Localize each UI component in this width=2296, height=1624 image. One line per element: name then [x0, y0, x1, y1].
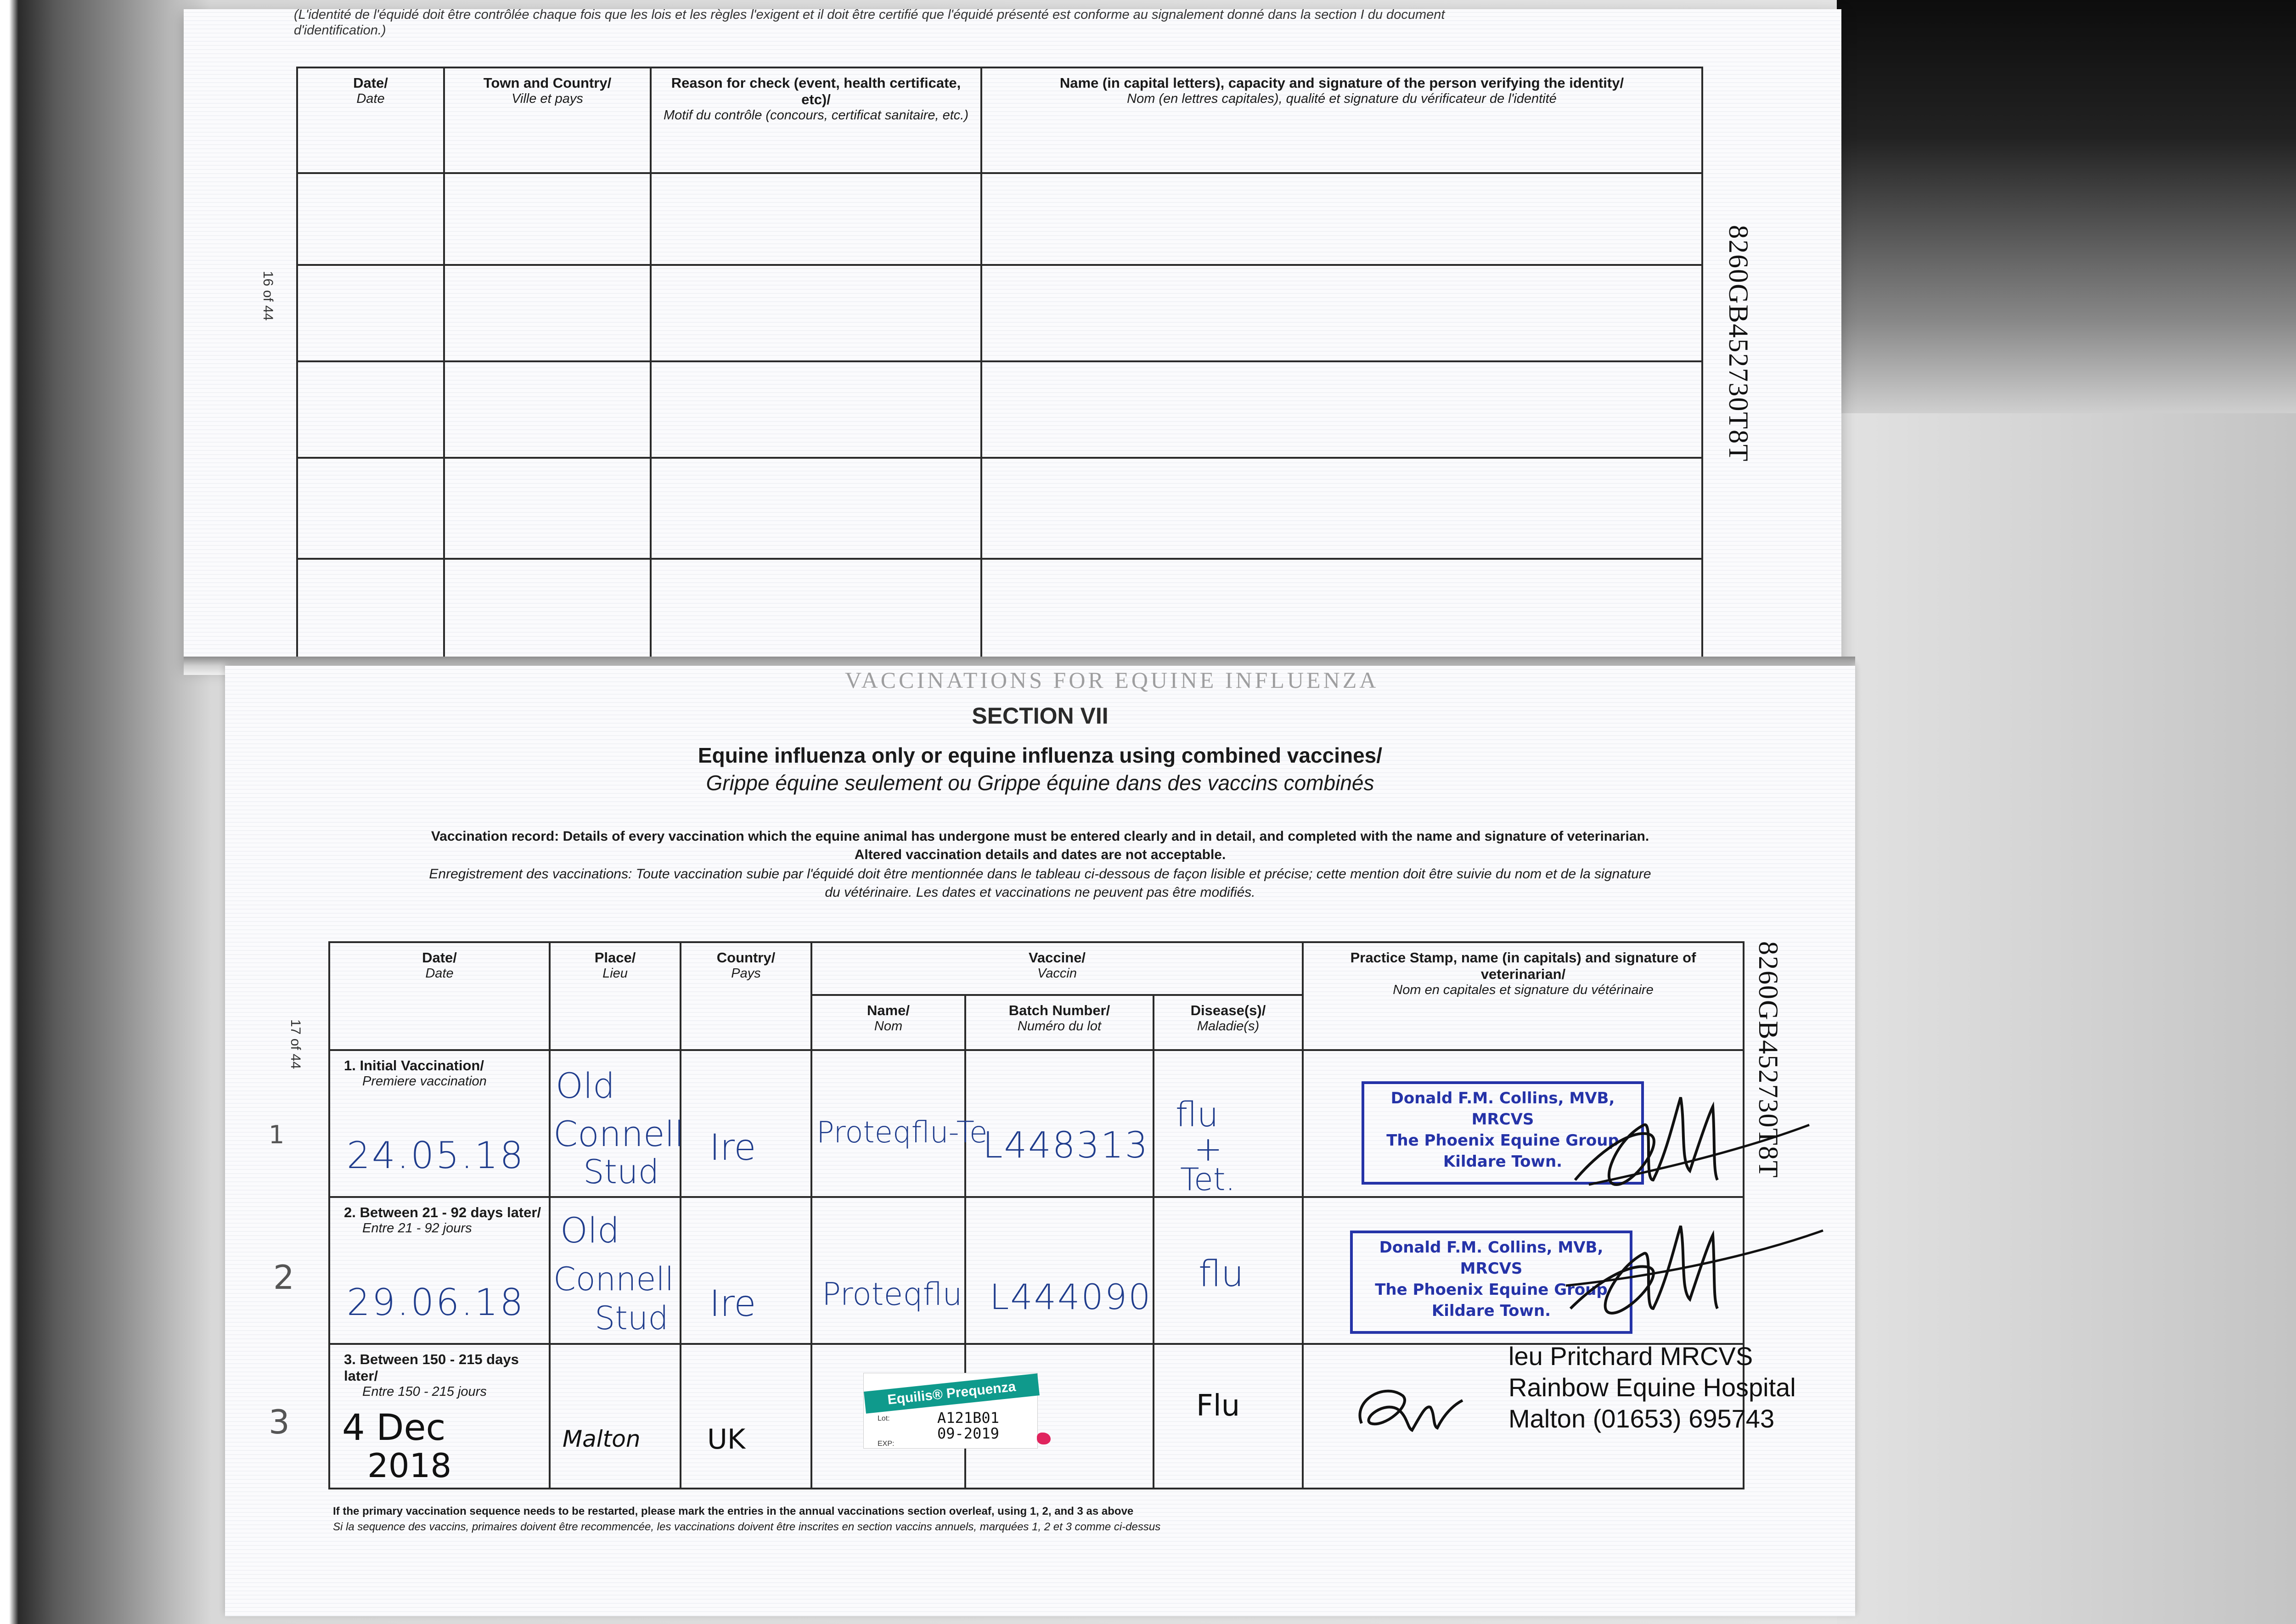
- passport-id-bottom: 8260GB452730T8T: [1753, 941, 1784, 1179]
- row2-place-3: Stud: [595, 1299, 669, 1337]
- row1-country: Ire: [709, 1127, 756, 1169]
- header-vaccine-name: Name/ Nom: [811, 995, 965, 1050]
- table-row: [297, 458, 1702, 559]
- header-disease: Disease(s)/ Maladie(s): [1154, 995, 1303, 1050]
- row1-place-1: Old: [556, 1065, 615, 1106]
- header-vaccine: Vaccine/ Vaccin: [811, 942, 1303, 995]
- row2-date: 29.06.18: [347, 1281, 525, 1324]
- row2-place-2: Connell: [553, 1260, 674, 1298]
- row3-date-1: 4 Dec: [342, 1407, 446, 1449]
- table-row: [297, 361, 1702, 458]
- intro-line-1: (L'identité de l'équidé doit être contrôlée chaque fois que les lois et les règles l'exigent et il doit être certifié que l'équidé présenté est conforme au signalement donné dans la section I du document: [294, 7, 1445, 22]
- row1-date: 24.05.18: [347, 1134, 525, 1177]
- row2-disease-1: flu: [1199, 1253, 1244, 1295]
- title-en: Equine influenza only or equine influenza using combined vaccines/: [698, 743, 1383, 767]
- footer-en: If the primary vaccination sequence needs to be restarted, please mark the entries in the annual vaccinations section overleaf, using 1, 2, and 3 as above: [333, 1505, 1134, 1517]
- vaccination-row-2: 2. Between 21 - 92 days later/ Entre 21 - 92 jours: [329, 1197, 1744, 1344]
- header-town-country: Town and Country/ Ville et pays: [444, 67, 651, 173]
- header-practice-stamp: Practice Stamp, name (in capitals) and signature of veterinarian/ Nom en capitales et signature du vétérinaire: [1303, 942, 1744, 1050]
- record-en-2: Altered vaccination details and dates are not acceptable.: [854, 847, 1226, 862]
- signature-1: [1561, 1070, 1818, 1208]
- sticker-lot: A121B01: [937, 1409, 999, 1427]
- sticker-brand: Equilis® Prequenza: [864, 1373, 1040, 1413]
- row3-place: Malton: [563, 1426, 641, 1452]
- row1-disease-3: Tet.: [1180, 1162, 1236, 1198]
- table-row: [297, 173, 1702, 265]
- table-row: [297, 559, 1702, 664]
- red-mark: [1037, 1433, 1051, 1444]
- faded-heading: VACCINATIONS FOR EQUINE INFLUENZA: [845, 667, 1379, 693]
- record-en-1: Vaccination record: Details of every vaccination which the equine animal has undergone must be entered clearly and in detail, and completed with the name and signature of veterinarian.: [431, 829, 1649, 844]
- footer-fr: Si la sequence des vaccins, primaires doivent être recommencée, les vaccinations doivent être inscrites en section vaccins annuels, marquées 1, 2 et 3 comme ci-dessus: [333, 1521, 1161, 1533]
- signature-2: [1552, 1194, 1828, 1332]
- top-page: [184, 9, 1841, 666]
- row3-country: UK: [707, 1423, 746, 1455]
- row1-place-2: Connell: [553, 1113, 684, 1154]
- vet-stamp-3: leu Pritchard MRCVS Rainbow Equine Hospital Malton (01653) 695743: [1508, 1342, 1796, 1433]
- header-reason: Reason for check (event, health certificate, etc)/ Motif du contrôle (concours, certificat sanitaire, etc.): [651, 67, 981, 173]
- sticker-exp: 09-2019: [937, 1425, 999, 1442]
- page-number-16: 16 of 44: [260, 271, 276, 321]
- row1-disease-2: +: [1194, 1129, 1223, 1169]
- header-date: Date/ Date: [297, 67, 444, 173]
- vet-stamp-2: Donald F.M. Collins, MVB, MRCVS The Phoenix Equine Group Kildare Town.: [1350, 1231, 1632, 1334]
- row3-date-2: 2018: [367, 1446, 452, 1485]
- vet-stamp-1: Donald F.M. Collins, MVB, MRCVS The Phoenix Equine Group Kildare Town.: [1362, 1081, 1644, 1185]
- passport-id-top: 8260GB452730T8T: [1723, 225, 1754, 462]
- title-fr: Grippe équine seulement ou Grippe équine dans des vaccins combinés: [706, 771, 1374, 795]
- row2-country: Ire: [709, 1283, 756, 1325]
- identity-check-table: [296, 67, 1703, 665]
- page-number-17: 17 of 44: [288, 1019, 303, 1069]
- sticker-exp-label: EXP:: [878, 1440, 895, 1448]
- scanner-background-dark: [1837, 0, 2296, 413]
- record-fr-1: Enregistrement des vaccinations: Toute vaccination subie par l'équidé doit être mentionnée dans le tableau ci-dessous de façon lisible et précise; cette mention doit être suivie du nom et de la signature: [429, 866, 1651, 882]
- header-date: Date/ Date: [329, 942, 550, 1050]
- margin-number-3: 3: [269, 1403, 290, 1441]
- vaccination-header-row-1: [329, 942, 1744, 995]
- row2-batch: L444090: [990, 1276, 1152, 1317]
- row1-place-3: Stud: [583, 1152, 659, 1191]
- header-country: Country/ Pays: [681, 942, 811, 1050]
- row2-place-1: Old: [560, 1210, 620, 1251]
- signature-3: [1343, 1373, 1472, 1442]
- table-row: [297, 265, 1702, 361]
- vaccination-row-1: 1. Initial Vaccination/ Premiere vaccination: [329, 1050, 1744, 1197]
- row2-vaccine: Proteqflu: [822, 1276, 962, 1313]
- row3-disease: Flu: [1196, 1389, 1240, 1423]
- header-verifier: Name (in capital letters), capacity and signature of the person verifying the identity/ Nom (en lettres capitales), qualité et signature du vérificateur de l'identité: [981, 67, 1702, 173]
- sticker-lot-label: Lot:: [878, 1415, 890, 1422]
- vaccination-row-3: 3. Between 150 - 215 days later/ Entre 150 - 215 jours: [329, 1344, 1744, 1489]
- section-title: SECTION VII: [972, 703, 1109, 729]
- vaccine-batch-sticker: [863, 1373, 1038, 1449]
- intro-line-2: d'identification.): [294, 23, 386, 38]
- row1-vaccine: Proteqflu-Te: [816, 1116, 988, 1150]
- record-fr-2: du vétérinaire. Les dates et vaccinations ne peuvent pas être modifiés.: [825, 885, 1255, 900]
- row1-batch: L448313: [983, 1125, 1149, 1166]
- identity-header-row: [297, 67, 1702, 173]
- header-batch-number: Batch Number/ Numéro du lot: [965, 995, 1154, 1050]
- scanner-background-right: [1837, 413, 2296, 1624]
- margin-number-2: 2: [273, 1258, 294, 1297]
- header-place: Place/ Lieu: [550, 942, 681, 1050]
- margin-number-1: 1: [269, 1120, 285, 1149]
- row1-disease-1: flu: [1176, 1095, 1219, 1135]
